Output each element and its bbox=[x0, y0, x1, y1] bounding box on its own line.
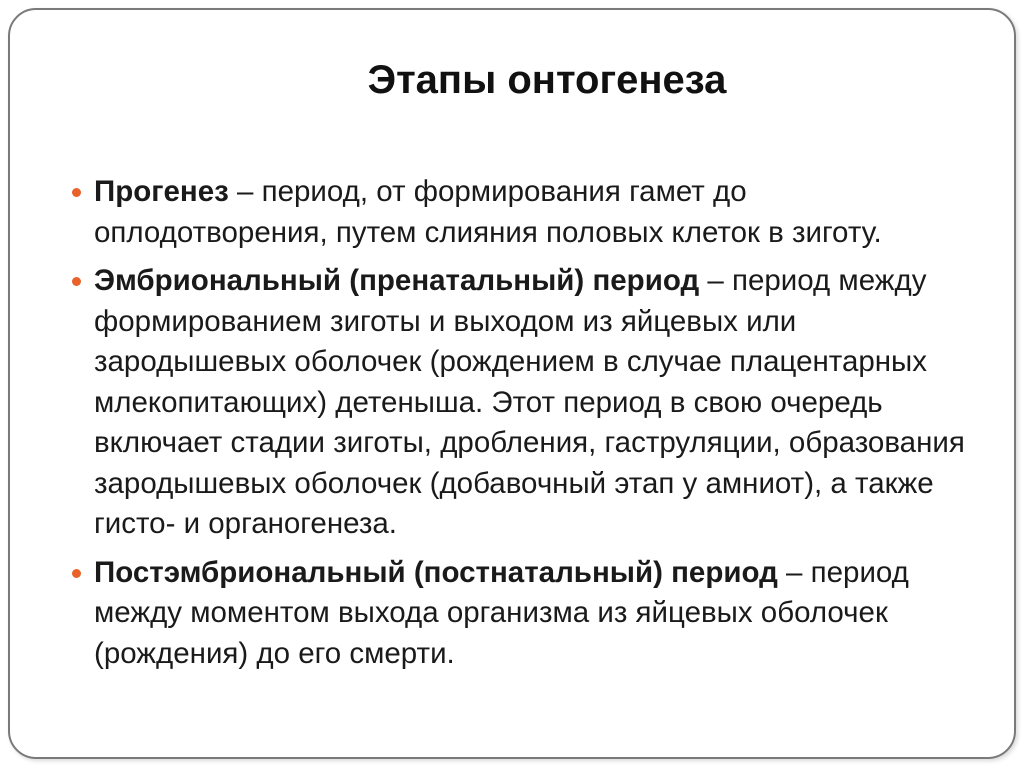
slide bbox=[8, 8, 1016, 759]
item-term: Эмбриональный (пренатальный) период bbox=[94, 264, 700, 297]
item-term: Постэмбриональный (постнатальный) период bbox=[94, 555, 778, 589]
item-text: – период, от формирования гамет до оплодотворения, путем слияния половых клеток в зиготу. bbox=[94, 175, 882, 249]
bullet-dot-icon bbox=[72, 569, 81, 578]
slide-title: Этапы онтогенеза bbox=[367, 58, 727, 102]
list-item bbox=[94, 553, 974, 675]
list-item bbox=[94, 261, 974, 545]
item-text: – период между моментом выхода организма из яйцевых оболочек (рождения) до его смерти. bbox=[94, 555, 909, 670]
bullet-list bbox=[94, 172, 974, 682]
bullet-dot-icon bbox=[72, 277, 81, 286]
bullet-dot-icon bbox=[72, 188, 81, 197]
list-item bbox=[94, 172, 974, 253]
item-term: Прогенез bbox=[94, 175, 229, 208]
item-text: – период между формированием зиготы и выходом из яйцевых или зародышевых оболочек (рождением в случае плацентарных млекопитающих) детеныша. Этот период в свою очередь включает стадии зиготы, дробления, гаструляции, образования зародышевых оболочек (добавочный этап у амниот), а также гисто- и органогенеза. bbox=[94, 264, 965, 540]
